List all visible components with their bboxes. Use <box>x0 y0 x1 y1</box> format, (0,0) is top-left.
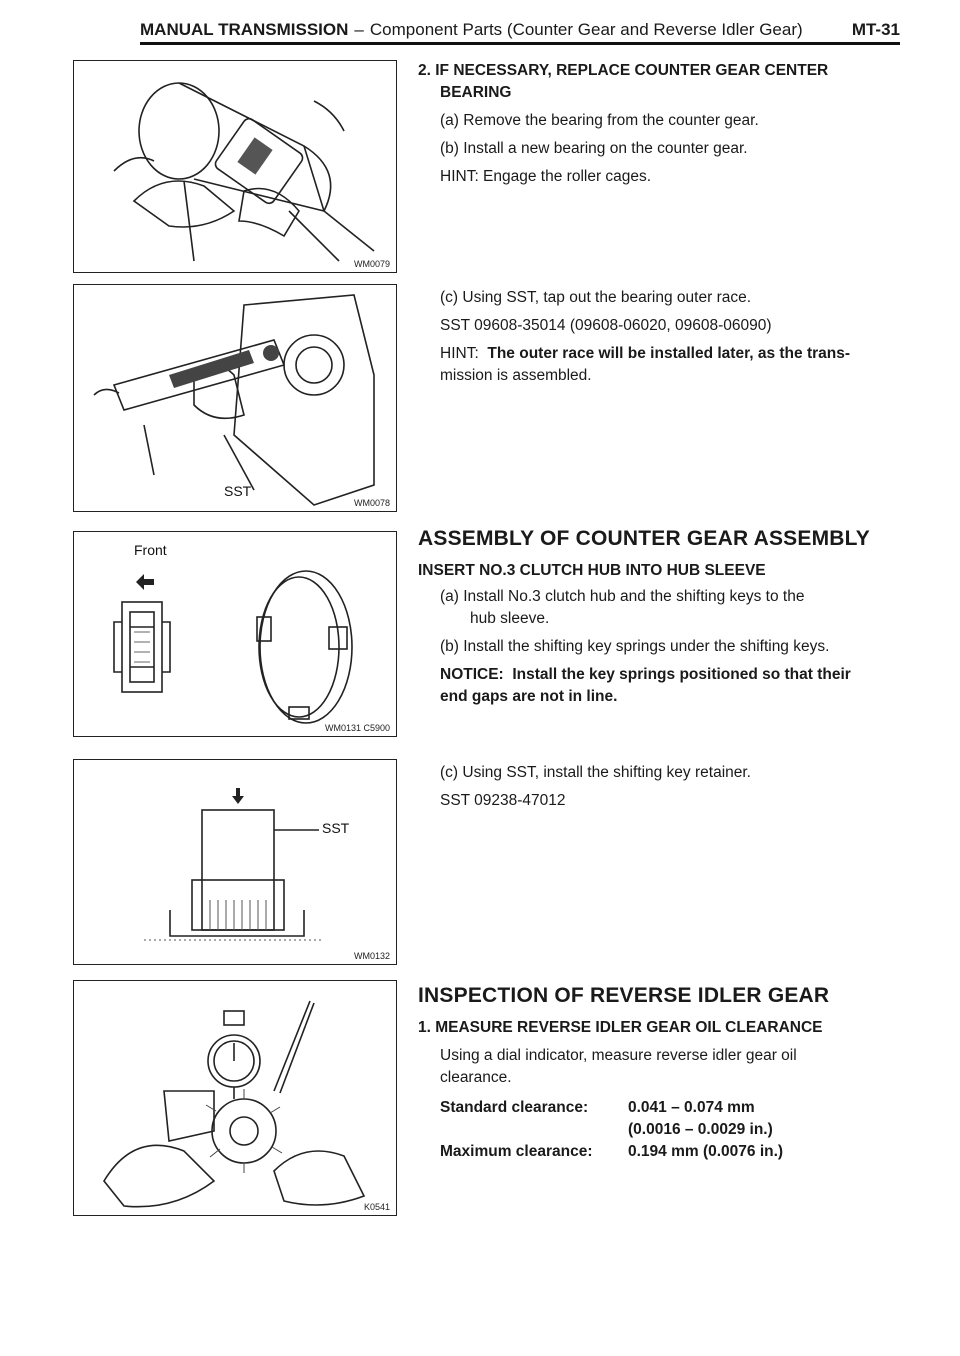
step-2-section <box>418 60 908 188</box>
assembly-notice-cont: end gaps are not in line. <box>440 688 618 705</box>
hint-text: The outer race will be installed later, as the trans- <box>487 345 851 362</box>
figure-outer-race <box>73 284 397 512</box>
step-2b: (b) Install a new bearing on the counter gear. <box>440 140 748 157</box>
assembly-section <box>418 528 908 708</box>
standard-clearance-in-row <box>440 1119 908 1141</box>
assembly-subheading: INSERT NO.3 CLUTCH HUB INTO HUB SLEEVE <box>418 562 766 579</box>
standard-clearance-row <box>440 1097 908 1119</box>
dial-indicator-illustration <box>74 981 396 1215</box>
step-2c-hint <box>418 343 908 365</box>
figure-bearing-install <box>73 60 397 273</box>
inspection-step-1: 1. MEASURE REVERSE IDLER GEAR OIL CLEARANCE <box>418 1019 823 1036</box>
figure-code: WM0132 <box>353 951 390 961</box>
figure-clutch-hub <box>73 531 397 737</box>
standard-clearance-mm: 0.041 – 0.074 mm <box>628 1099 755 1116</box>
step-2c: (c) Using SST, tap out the bearing outer race. <box>440 289 752 306</box>
assembly-a-cont: hub sleeve. <box>470 610 550 627</box>
assembly-c: (c) Using SST, install the shifting key retainer. <box>440 764 751 781</box>
inspection-desc: Using a dial indicator, measure reverse idler gear oil <box>440 1047 797 1064</box>
step-2-title-cont: BEARING <box>440 84 512 101</box>
clearance-specs <box>418 1097 908 1163</box>
step-2-hint: HINT: Engage the roller cages. <box>440 168 652 185</box>
figure-code: WM0078 <box>353 498 390 508</box>
header-rule <box>140 42 900 45</box>
step-2c-hint-cont: mission is assembled. <box>440 367 592 384</box>
assembly-notice <box>418 664 908 686</box>
header-section: MANUAL TRANSMISSION <box>140 20 349 39</box>
header-separator: – <box>354 20 364 39</box>
bearing-illustration <box>74 61 396 272</box>
assembly-heading: ASSEMBLY OF COUNTER GEAR ASSEMBLY <box>418 527 870 550</box>
assembly-a: (a) Install No.3 clutch hub and the shifting keys to the <box>440 588 805 605</box>
assembly-b: (b) Install the shifting key springs under the shifting keys. <box>440 638 830 655</box>
header-title <box>140 20 803 40</box>
page-number: MT-31 <box>851 20 900 39</box>
notice-label: NOTICE: <box>440 666 504 683</box>
assembly-c-section <box>418 762 908 812</box>
standard-clearance-label: Standard clearance: <box>440 1099 589 1116</box>
step-2-title: 2. IF NECESSARY, REPLACE COUNTER GEAR CENTER <box>418 62 829 79</box>
sst-label: SST <box>224 483 252 499</box>
page-header <box>140 18 900 40</box>
inspection-section <box>418 985 908 1163</box>
figure-key-retainer <box>73 759 397 965</box>
figure-code: WM0079 <box>353 259 390 269</box>
outer-race-illustration <box>74 285 396 511</box>
header-subtitle: Component Parts (Counter Gear and Reverse Idler Gear) <box>369 20 803 39</box>
inspection-heading: INSPECTION OF REVERSE IDLER GEAR <box>418 984 830 1007</box>
figure-code: WM0131 C5900 <box>324 723 390 733</box>
maximum-clearance-label: Maximum clearance: <box>440 1143 593 1160</box>
hint-label: HINT: <box>440 345 479 362</box>
sst-label: SST <box>322 820 350 836</box>
maximum-clearance-row <box>440 1141 908 1163</box>
assembly-c-sst: SST 09238-47012 <box>440 792 566 809</box>
figure-code: K0541 <box>363 1202 390 1212</box>
maximum-clearance-value: 0.194 mm (0.0076 in.) <box>628 1143 784 1160</box>
step-2c-section <box>418 287 908 387</box>
key-retainer-illustration <box>74 760 396 964</box>
notice-text: Install the key springs positioned so that their <box>512 666 851 683</box>
front-label: Front <box>134 542 167 558</box>
figure-dial-indicator <box>73 980 397 1216</box>
inspection-desc-cont: clearance. <box>440 1069 512 1086</box>
clutch-hub-illustration <box>74 532 396 736</box>
step-2a: (a) Remove the bearing from the counter gear. <box>440 112 759 129</box>
standard-clearance-in: (0.0016 – 0.0029 in.) <box>628 1121 773 1138</box>
step-2c-sst: SST 09608-35014 (09608-06020, 09608-06090) <box>440 317 772 334</box>
